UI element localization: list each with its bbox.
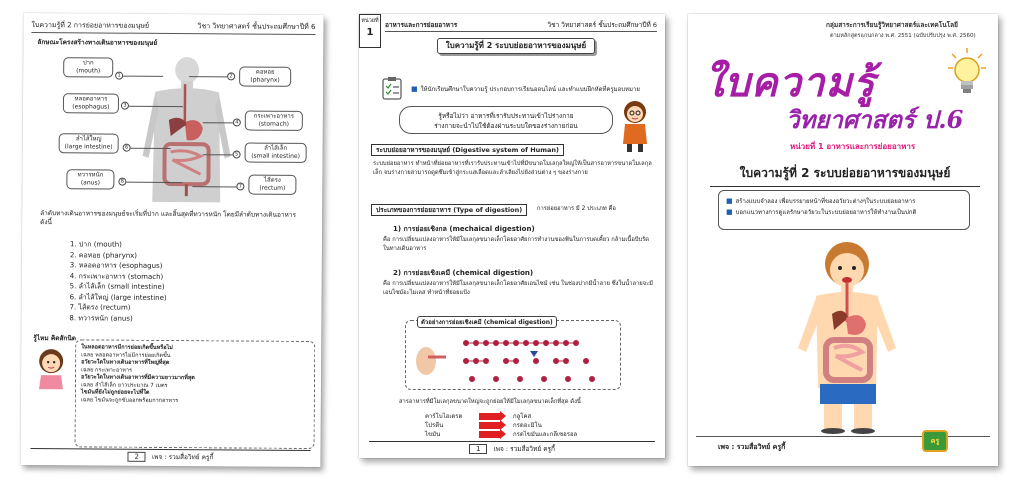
- label-large-intestine: [59, 133, 119, 153]
- arrow-right-icon: [479, 422, 501, 429]
- organ-thai: ลำไส้เล็ก: [264, 144, 288, 152]
- header-topic: อาหารและการย่อยอาหาร: [385, 21, 458, 29]
- mechanical-digestion-heading: 1) การย่อยเชิงกล (mechaical digestion): [393, 225, 535, 233]
- marker-2: 2: [227, 72, 235, 80]
- list-item: 2. คอหอย (pharynx): [69, 250, 138, 260]
- teacher-cartoon-icon: [617, 100, 653, 152]
- worksheet-page-2: [20, 13, 323, 467]
- organ-en: (stomach): [258, 120, 290, 128]
- header-title: ใบความรู้ที่ 2 การย่อยอาหารของมนุษย์: [31, 21, 150, 30]
- sheet-title: ใบความรู้ที่ 2 ระบบย่อยอาหารของมนุษย์: [710, 164, 980, 187]
- bullet-icon: ■: [411, 85, 418, 93]
- label-small-intestine: [245, 143, 307, 163]
- marker-5: 5: [233, 150, 241, 158]
- page-number: 2: [127, 452, 146, 462]
- objective-text: สร้างแบบจำลอง เพื่อบรรยายหน้าที่ของอวัยวะต่างๆในระบบย่อยอาหาร: [735, 198, 916, 205]
- table-row: [425, 430, 577, 439]
- objective-text: บอกแนวทางการดูแลรักษาอวัยวะในระบบย่อยอาหารให้ทำงานเป็นปกติ: [735, 209, 917, 216]
- answer: เฉลย ลำไส้เล็ก ยาวประมาณ 7 เมตร: [80, 381, 168, 389]
- arrow-right-icon: [479, 413, 501, 420]
- organ-en: (rectum): [259, 184, 286, 192]
- nutrient-to: กรดอะมิโน: [513, 422, 542, 429]
- section-type-of-digestion: ประเภทของการย่อยอาหาร (Type of digestion): [371, 204, 527, 216]
- list-item: 8. ทวารหนัก (anus): [69, 313, 133, 323]
- digestive-system-illustration: [140, 56, 233, 207]
- header-subject: วิชา วิทยาศาสตร์ ชั้นประถมศึกษาปีที่ 6: [197, 22, 316, 31]
- objective-item: [726, 207, 962, 218]
- nutrient-from: โปรตีน: [425, 422, 444, 429]
- list-item: 7. ไส้ตรง (rectum): [69, 303, 131, 312]
- digestion-type-count: การย่อยอาหาร มี 2 ประเภท คือ: [537, 206, 616, 212]
- list-item: 5. ลำไส้เล็ก (small intestine): [69, 282, 165, 291]
- list-item: 4. กระเพาะอาหาร (stomach): [69, 271, 164, 281]
- chemical-digestion-text: คือ การเปลี่ยนแปลงอาหารให้มีโมเลกุลขนาดเล็กโดยอาศัยเอนไซม์ เช่น ในช่องปากมีน้ำลาย ซึ่งในน้ำลายจะมีเอนไซม์อะไมเลส ทำหน้าที่ย่อยแป้ง: [383, 281, 653, 296]
- question: ไขมันที่ยังไม่ถูกย่อยจะไปที่ใด: [80, 389, 150, 396]
- enzyme-chain-illustration: [406, 321, 622, 391]
- chemical-digestion-diagram: [405, 320, 621, 390]
- organ-en: (small intestine): [251, 152, 300, 160]
- objective-text: [411, 84, 640, 94]
- organ-en: (large intestine): [64, 143, 113, 151]
- page-number: 1: [469, 444, 487, 454]
- mechanical-digestion-text: คือ การเปลี่ยนแปลงอาหารให้มีโมเลกุลขนาดเล็กโดยอาศัยการทำงานของฟันในการบดเคี้ยว กล้ามเนื้อบีบรัดในทางเดินอาหาร: [383, 237, 650, 252]
- objective-item: [726, 196, 962, 207]
- list-item: 3. หลอดอาหาร (esophagus): [69, 261, 163, 270]
- clipboard-icon: [381, 76, 403, 100]
- list-item: 6. ลำไส้ใหญ่ (large intestine): [69, 292, 167, 302]
- worksheet-page-1: [359, 14, 665, 458]
- answer: เฉลย ไขมันจะถูกขับออกพร้อมกากอาหาร: [80, 396, 179, 404]
- did-you-know-label: รู้ไหม คิดสักนิด: [33, 334, 77, 343]
- list-item: 1. ปาก (mouth): [69, 240, 122, 249]
- nutrient-from: ไขมัน: [425, 431, 441, 438]
- marker-7: 7: [236, 182, 244, 190]
- page-footer: [359, 444, 665, 454]
- answer: เฉลย หลอดอาหารไม่มีการย่อยเกิดขึ้น: [81, 351, 171, 359]
- lightbulb-icon: [948, 48, 986, 102]
- question: อวัยวะใดในทางเดินอาหารที่ใหญ่ที่สุด: [81, 359, 170, 366]
- author-credit: เพจ : รวมสื่อวิทย์ ครูกี้: [493, 445, 555, 453]
- intro-paragraph: ลำดับทางเดินอาหารของมนุษย์จะเริ่มที่ปาก และสิ้นสุดที่ทวารหนัก โดยมีลำดับทางเดินอาหาร ดังนี้: [40, 209, 296, 227]
- header-subject: วิชา วิทยาศาสตร์ ชั้นประถมศึกษาปีที่ 6: [547, 21, 657, 29]
- bubble-line: ร่างกายจะนำไปใช้ต้องผ่านระบบใดของร่างกายก่อน: [434, 122, 578, 130]
- unit-label: หน่วยที่: [361, 18, 379, 24]
- girl-cartoon-icon: [33, 345, 69, 391]
- boy-digestive-illustration: [792, 238, 902, 434]
- sheet-title: ใบความรู้ที่ 2 ระบบย่อยอาหารของมนุษย์: [437, 38, 595, 54]
- speech-bubble: [399, 106, 613, 134]
- question: ในหลอดอาหารมีการย่อยเกิดขึ้นหรือไม่: [81, 344, 173, 352]
- answer: เฉลย กระเพาะอาหาร: [81, 366, 132, 374]
- worksheet-cover: [688, 14, 998, 466]
- page-header: [385, 20, 657, 32]
- label-mouth: [63, 57, 113, 77]
- cover-title: ใบความรู้: [704, 59, 876, 106]
- bullet-icon: ■: [726, 208, 733, 216]
- unit-tag: [359, 14, 381, 48]
- author-credit: เพจ : รวมสื่อวิทย์ ครูกี้: [718, 443, 786, 451]
- organ-thai: หลอดอาหาร: [74, 95, 108, 103]
- objective-label: ให้นักเรียนศึกษาใบความรู้ ประกอบการเรียนออนไลน์ และทำแบบฝึกหัดที่ครูมอบหมาย: [420, 86, 640, 93]
- organ-en: (mouth): [76, 67, 101, 75]
- bullet-icon: ■: [726, 197, 733, 205]
- bubble-line: รู้หรือไม่ว่า อาหารที่เรารับประทานเข้าไปร่างกาย: [438, 112, 574, 120]
- organ-order-list: [69, 239, 167, 324]
- organ-thai: ปาก: [82, 59, 94, 67]
- section-subtitle: ลักษณะโครงสร้างทางเดินอาหารของมนุษย์: [37, 38, 158, 47]
- organ-thai: กระเพาะอาหาร: [253, 112, 294, 120]
- section-digestive-system: ระบบย่อยอาหารของมนุษย์ (Digestive system of Human): [371, 144, 564, 156]
- question: อวัยวะใดในทางเดินอาหารที่มีความยาวมากที่สุด: [81, 374, 195, 382]
- marker-4: 4: [233, 118, 241, 126]
- label-anus: [66, 169, 114, 189]
- label-esophagus: [63, 93, 119, 113]
- organ-en: (esophagus): [72, 103, 110, 111]
- chemical-digestion-label: ตัวอย่างการย่อยเชิงเคมี (chemical digestion): [417, 316, 557, 328]
- author-credit: เพจ : รวมสื่อวิทย์ ครูกี้: [151, 452, 214, 462]
- organ-thai: ทวารหนัก: [77, 171, 104, 179]
- label-rectum: [248, 175, 296, 195]
- nutrient-to: กลูโคส: [513, 413, 532, 420]
- marker-1: 1: [115, 72, 123, 80]
- nutrient-from: คาร์โบไฮเดรต: [425, 413, 463, 420]
- page-header: [31, 19, 315, 35]
- organ-thai: ลำไส้ใหญ่: [75, 135, 102, 143]
- page-logo-icon: ครู: [922, 430, 948, 452]
- organ-en: (anus): [80, 179, 100, 187]
- learning-area: กลุ่มสาระการเรียนรู้วิทยาศาสตร์และเทคโนโลยี: [826, 21, 958, 29]
- label-pharynx: [239, 66, 291, 86]
- nutrient-table: [425, 412, 577, 439]
- label-stomach: [245, 111, 303, 131]
- curriculum-line: ตามหลักสูตรแกนกลาง พ.ศ. 2551 (ฉบับปรับปรุง พ.ศ. 2560): [830, 33, 976, 39]
- nutrient-to: กรดไขมันและกลีเซอรอล: [513, 431, 578, 438]
- chemical-digestion-heading: 2) การย่อยเชิงเคมี (chemical digestion): [393, 269, 534, 277]
- marker-3: 3: [121, 102, 129, 110]
- objectives-box: [718, 190, 970, 230]
- unit-number: 1: [366, 27, 374, 38]
- cover-subtitle: วิทยาศาสตร์ ป.6: [786, 105, 964, 134]
- marker-6: 6: [123, 144, 131, 152]
- arrow-right-icon: [479, 431, 501, 438]
- digestive-paragraph: ระบบย่อยอาหาร ทำหน้าที่ย่อยอาหารที่เรารับประทานเข้าไปที่มีขนาดโมเลกุลใหญ่ให้เป็นสารอาหารขนาดโมเลกุลเล็ก จนร่างกายสามารถดูดซึมเข้าสู่กระแสเลือดและลำเลียงไปยังส่วนต่าง ๆ ของร่างกาย: [373, 161, 652, 176]
- organ-en: (pharynx): [250, 76, 280, 84]
- unit-heading: หน่วยที่ 1 อาหารและการย่อยอาหาร: [790, 142, 916, 151]
- page-footer: [20, 451, 320, 463]
- nutrient-intro: สารอาหารที่มีโมเลกุลขนาดใหญ่จะถูกย่อยให้มีโมเลกุลขนาดเล็กที่สุด ดังนี้: [399, 399, 581, 405]
- marker-8: 8: [118, 178, 126, 186]
- organ-thai: ไส้ตรง: [264, 176, 281, 184]
- organ-thai: คอหอย: [255, 68, 275, 76]
- qa-box: [75, 339, 316, 449]
